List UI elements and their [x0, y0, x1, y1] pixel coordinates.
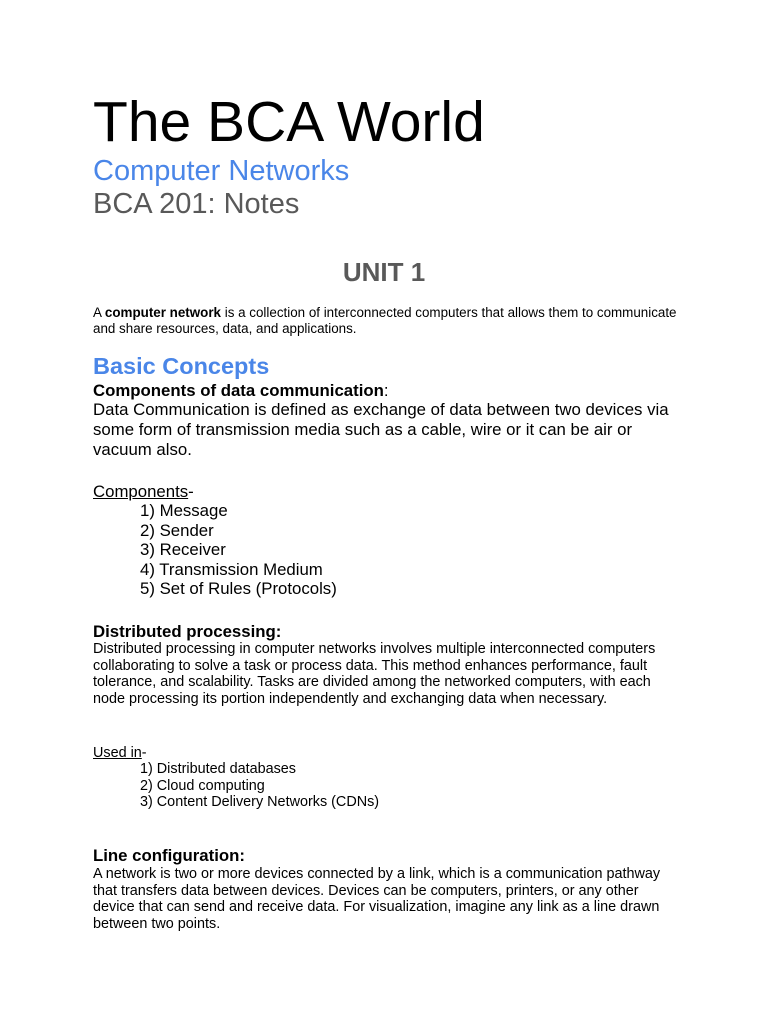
document-subtitle: Computer Networks: [93, 155, 350, 187]
list-item: 4) Transmission Medium: [140, 559, 323, 579]
document-title: The BCA World: [93, 90, 485, 154]
list-item: 1) Distributed databases: [140, 761, 296, 777]
components-heading-colon: :: [383, 381, 389, 400]
list-item: 3) Content Delivery Networks (CDNs): [140, 794, 380, 811]
components-heading-text: Components of data communication: [93, 381, 384, 400]
components-label: [93, 482, 194, 502]
intro-rest: is a collection of interconnected computers that allows them to communicate and share resources, data, and applications.: [93, 305, 677, 336]
used-in-label-dash: -: [141, 745, 147, 761]
distributed-processing-paragraph: Distributed processing in computer networks involves multiple interconnected computers collaborating to solve a task or process data. This method enhances performance, fault tolerance, and scalability. Tasks are divided among the networked computers, with each node processing its portion independently and exchanging data when necessary.: [93, 641, 656, 707]
data-communication-paragraph: Data Communication is defined as exchange of data between two devices via some form of transmission media such as a cable, wire or it can be air or vacuum also.: [93, 400, 669, 459]
unit-heading: UNIT 1: [342, 257, 426, 287]
components-list: [140, 501, 337, 599]
distributed-processing-heading: Distributed processing:: [93, 622, 282, 641]
list-item: 2) Cloud computing: [140, 777, 265, 794]
used-in-list: [140, 761, 379, 811]
components-label-dash: -: [188, 482, 194, 501]
components-heading: [93, 380, 389, 401]
list-item: 1) Message: [140, 501, 228, 520]
components-label-text: Components: [93, 482, 189, 501]
intro-paragraph: [93, 305, 683, 336]
list-item: 2) Sender: [140, 520, 214, 540]
intro-term: computer network: [104, 305, 221, 320]
intro-prefix: A: [93, 305, 105, 320]
basic-concepts-heading: Basic Concepts: [93, 353, 270, 379]
list-item: 3) Receiver: [140, 540, 226, 560]
used-in-label-text: Used in: [93, 745, 142, 761]
line-configuration-heading: Line configuration:: [93, 846, 245, 865]
line-configuration-paragraph: A network is two or more devices connected by a link, which is a communication pathway that transfers data between devices. Devices can be computers, printers, or any other device that can send and receive data. For visualization, imagine any link as a line drawn between two points.: [93, 866, 661, 932]
course-label: BCA 201: Notes: [93, 188, 300, 220]
list-item: 5) Set of Rules (Protocols): [140, 579, 337, 599]
used-in-label: [93, 745, 147, 762]
